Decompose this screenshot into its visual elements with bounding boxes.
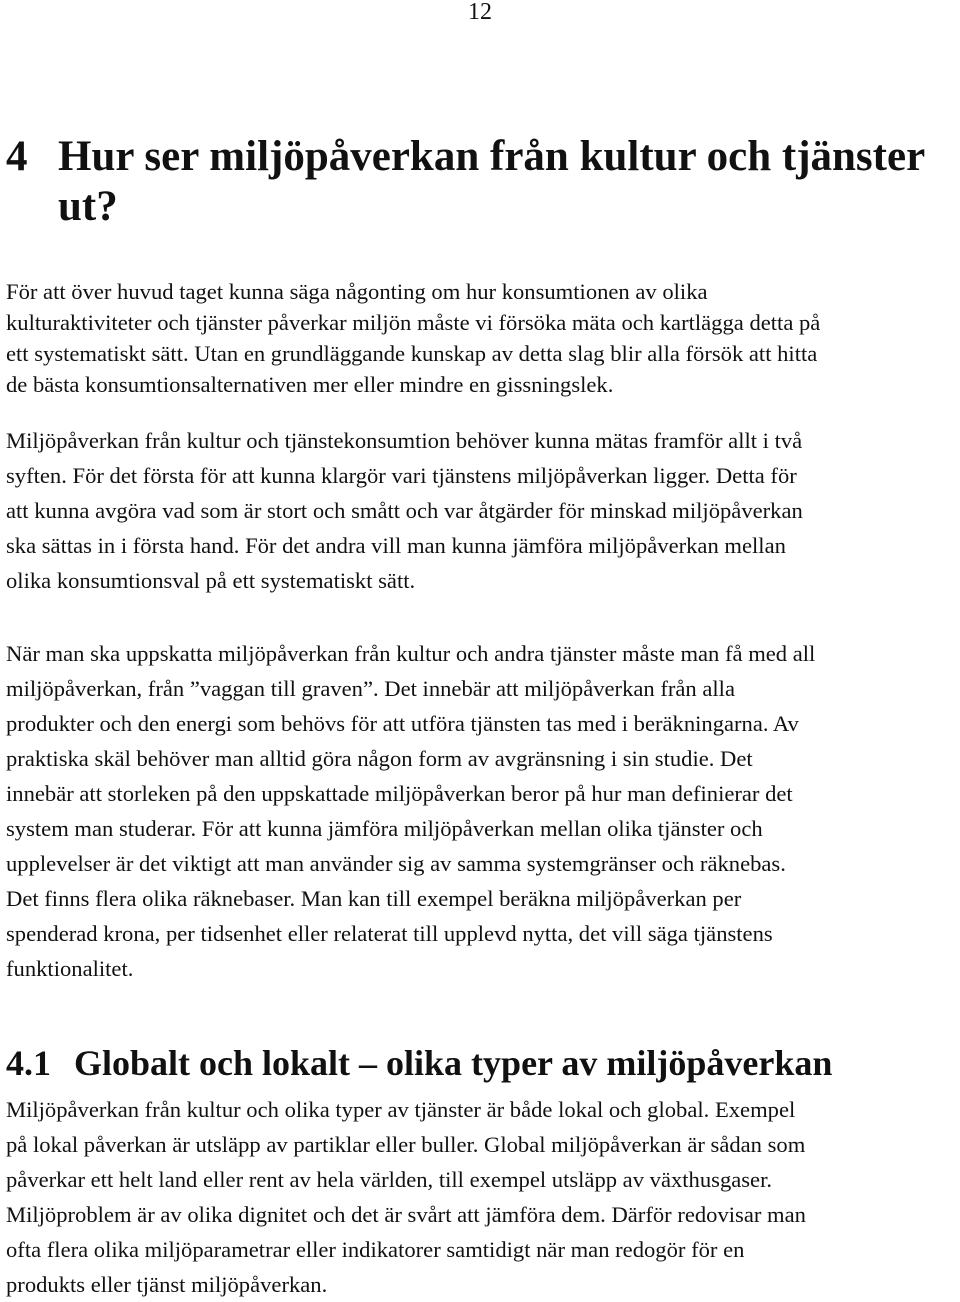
text-line: system man studerar. För att kunna jämföra miljöpåverkan mellan olika tjänster och	[6, 816, 763, 841]
paragraph-purposes	[6, 423, 958, 598]
text-line: spenderad krona, per tidsenhet eller relaterat till upplevd nytta, det vill säga tjänstens	[6, 921, 773, 946]
text-line: på lokal påverkan är utsläpp av partiklar eller buller. Global miljöpåverkan är sådan som	[6, 1132, 806, 1157]
section-title	[6, 1040, 946, 1086]
section-number: 4.1	[6, 1043, 51, 1083]
section-title-text: Globalt och lokalt – olika typer av miljöpåverkan	[74, 1043, 833, 1083]
text-line: produkts eller tjänst miljöpåverkan.	[6, 1272, 328, 1297]
paragraph-intro	[6, 276, 958, 400]
text-line: ett systematiskt sätt. Utan en grundläggande kunskap av detta slag blir alla försök att hitta	[6, 341, 818, 366]
text-line: de bästa konsumtionsalternativen mer eller mindre en gissningslek.	[6, 372, 614, 397]
paragraph-life-cycle	[6, 636, 958, 986]
text-line: Det finns flera olika räknebaser. Man kan till exempel beräkna miljöpåverkan per	[6, 886, 742, 911]
text-line: Miljöpåverkan från kultur och olika typer av tjänster är både lokal och global. Exempel	[6, 1097, 796, 1122]
chapter-number: 4	[6, 133, 28, 180]
chapter-title-line-2: ut?	[58, 183, 118, 230]
text-line: olika konsumtionsval på ett systematiskt sätt.	[6, 568, 416, 593]
text-line: Miljöproblem är av olika dignitet och det är svårt att jämföra dem. Därför redovisar man	[6, 1202, 806, 1227]
text-line: miljöpåverkan, från ”vaggan till graven”. Det innebär att miljöpåverkan från alla	[6, 676, 735, 701]
text-line: kulturaktiviteter och tjänster påverkar miljön måste vi försöka mäta och kartlägga detta på	[6, 310, 821, 335]
text-line: upplevelser är det viktigt att man använder sig av samma systemgränser och räknebas.	[6, 851, 786, 876]
text-line: ofta flera olika miljöparametrar eller indikatorer samtidigt när man redogör för en	[6, 1237, 745, 1262]
text-line: syften. För det första för att kunna klargör vari tjänstens miljöpåverkan ligger. Detta för	[6, 463, 797, 488]
text-line: praktiska skäl behöver man alltid göra någon form av avgränsning i sin studie. Det	[6, 746, 753, 771]
text-line: Miljöpåverkan från kultur och tjänstekonsumtion behöver kunna mätas framför allt i två	[6, 428, 803, 453]
text-line: innebär att storleken på den uppskattade miljöpåverkan beror på hur man definierar det	[6, 781, 793, 806]
text-line: funktionalitet.	[6, 956, 134, 981]
text-line: ska sättas in i första hand. För det andra vill man kunna jämföra miljöpåverkan mellan	[6, 533, 786, 558]
text-line: produkter och den energi som behövs för att utföra tjänsten tas med i beräkningarna. Av	[6, 711, 799, 736]
text-line: När man ska uppskatta miljöpåverkan från kultur och andra tjänster måste man få med all	[6, 641, 816, 666]
text-line: För att över huvud taget kunna säga någonting om hur konsumtionen av olika	[6, 279, 708, 304]
text-line: påverkar ett helt land eller rent av hela världen, till exempel utsläpp av växthusgaser.	[6, 1167, 773, 1192]
chapter-title	[6, 132, 946, 232]
chapter-title-line-1: Hur ser miljöpåverkan från kultur och tjänster	[58, 133, 926, 180]
paragraph-global-local	[6, 1092, 958, 1302]
page-number: 12	[468, 0, 492, 25]
text-line: att kunna avgöra vad som är stort och smått och var åtgärder för minskad miljöpåverkan	[6, 498, 803, 523]
